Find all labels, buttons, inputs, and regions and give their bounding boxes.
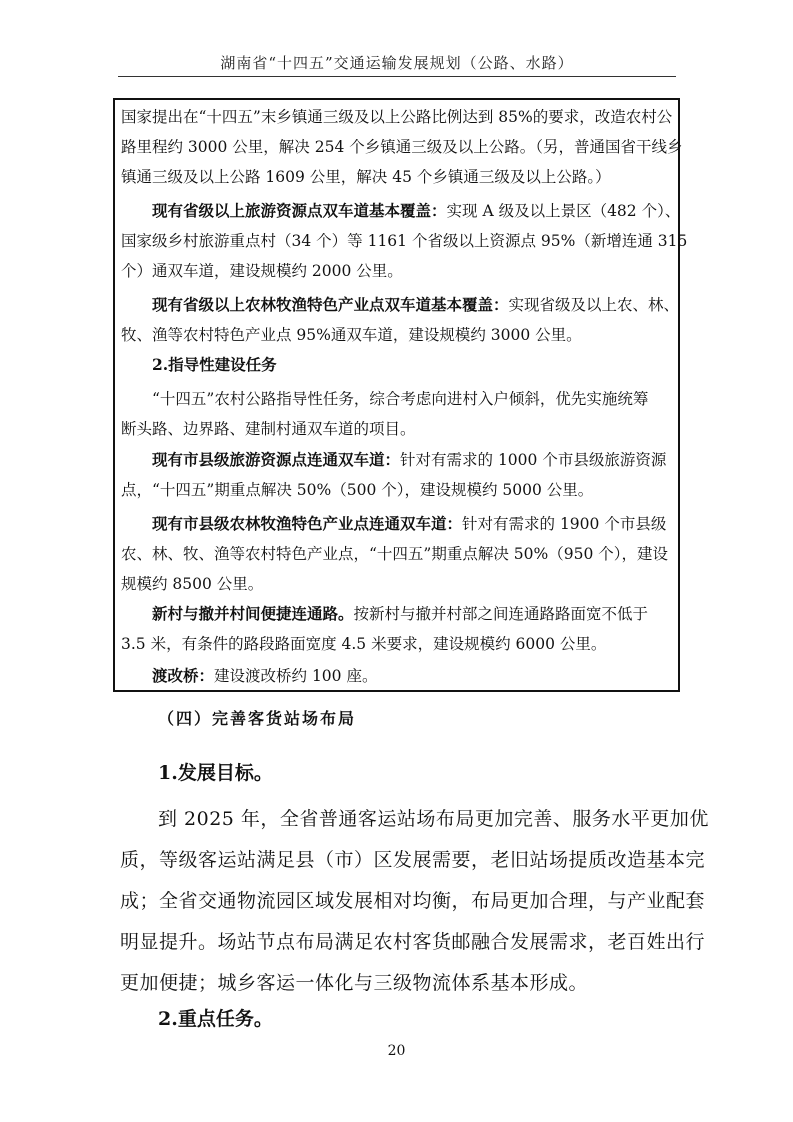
box-line: 农、林、牧、渔等农村特色产业点，“十四五”期重点解决 50%（950 个），建设 — [121, 545, 668, 563]
box-line: 断头路、边界路、建制村通双车道的项目。 — [121, 420, 416, 438]
header-rule — [118, 76, 676, 77]
box-line: 现有市县级农林牧渔特色产业点连通双车道：针对有需求的 1900 个市县级 — [152, 514, 667, 533]
section-heading: （四）完善客货站场布局 — [158, 709, 357, 728]
box-line: 国家级乡村旅游重点村（34 个）等 1161 个省级以上资源点 95%（新增连通 315 — [121, 232, 688, 250]
paragraph-line: 明显提升。场站节点布局满足农村客货邮融合发展需求，老百姓出行 — [120, 931, 706, 953]
box-line: 路里程约 3000 公里，解决 254 个乡镇通三级及以上公路。（另，普通国省干线乡 — [121, 138, 683, 156]
box-line: 新村与撤并村间便捷连通路。按新村与撤并村部之间连通路路面宽不低于 — [152, 604, 649, 623]
box-line: 现有省级以上农林牧渔特色产业点双车道基本覆盖：实现省级及以上农、林、 — [152, 295, 680, 314]
page-number: 20 — [387, 1043, 406, 1059]
box-line: 点，“十四五”期重点解决 50%（500 个），建设规模约 5000 公里。 — [121, 481, 594, 499]
box-line: 牧、渔等农村特色产业点 95%通双车道，建设规模约 3000 公里。 — [121, 326, 582, 344]
box-line: 现有省级以上旅游资源点双车道基本覆盖：实现 A 级及以上景区（482 个）、 — [152, 201, 681, 220]
paragraph-line: 到 2025 年，全省普通客运站场布局更加完善、服务水平更加优 — [158, 808, 709, 830]
box-subheading: 2.指导性建设任务 — [152, 355, 277, 374]
box-line: 国家提出在“十四五”末乡镇通三级及以上公路比例达到 85%的要求，改造农村公 — [121, 108, 673, 126]
running-header: 湖南省“十四五”交通运输发展规划（公路、水路） — [220, 54, 574, 72]
paragraph-line: 质，等级客运站满足县（市）区发展需要，老旧站场提质改造基本完 — [120, 849, 706, 871]
box-line: 现有市县级旅游资源点连通双车道：针对有需求的 1000 个市县级旅游资源 — [152, 450, 667, 469]
subsection-heading-tasks: 2.重点任务。 — [158, 1008, 273, 1030]
box-line: “十四五”农村公路指导性任务，综合考虑向进村入户倾斜，优先实施统筹 — [152, 390, 649, 408]
box-line: 个）通双车道，建设规模约 2000 公里。 — [121, 262, 403, 280]
subsection-heading-goals: 1.发展目标。 — [158, 762, 273, 784]
box-line: 镇通三级及以上公路 1609 公里，解决 45 个乡镇通三级及以上公路。） — [121, 168, 611, 186]
paragraph-line: 更加便捷；城乡客运一体化与三级物流体系基本形成。 — [120, 972, 589, 994]
box-line: 3.5 米，有条件的路段路面宽度 4.5 米要求，建设规模约 6000 公里。 — [121, 635, 607, 653]
box-line: 规模约 8500 公里。 — [121, 575, 264, 593]
box-line: 渡改桥：建设渡改桥约 100 座。 — [152, 666, 378, 685]
paragraph-line: 成；全省交通物流园区域发展相对均衡，布局更加合理，与产业配套 — [120, 890, 706, 912]
